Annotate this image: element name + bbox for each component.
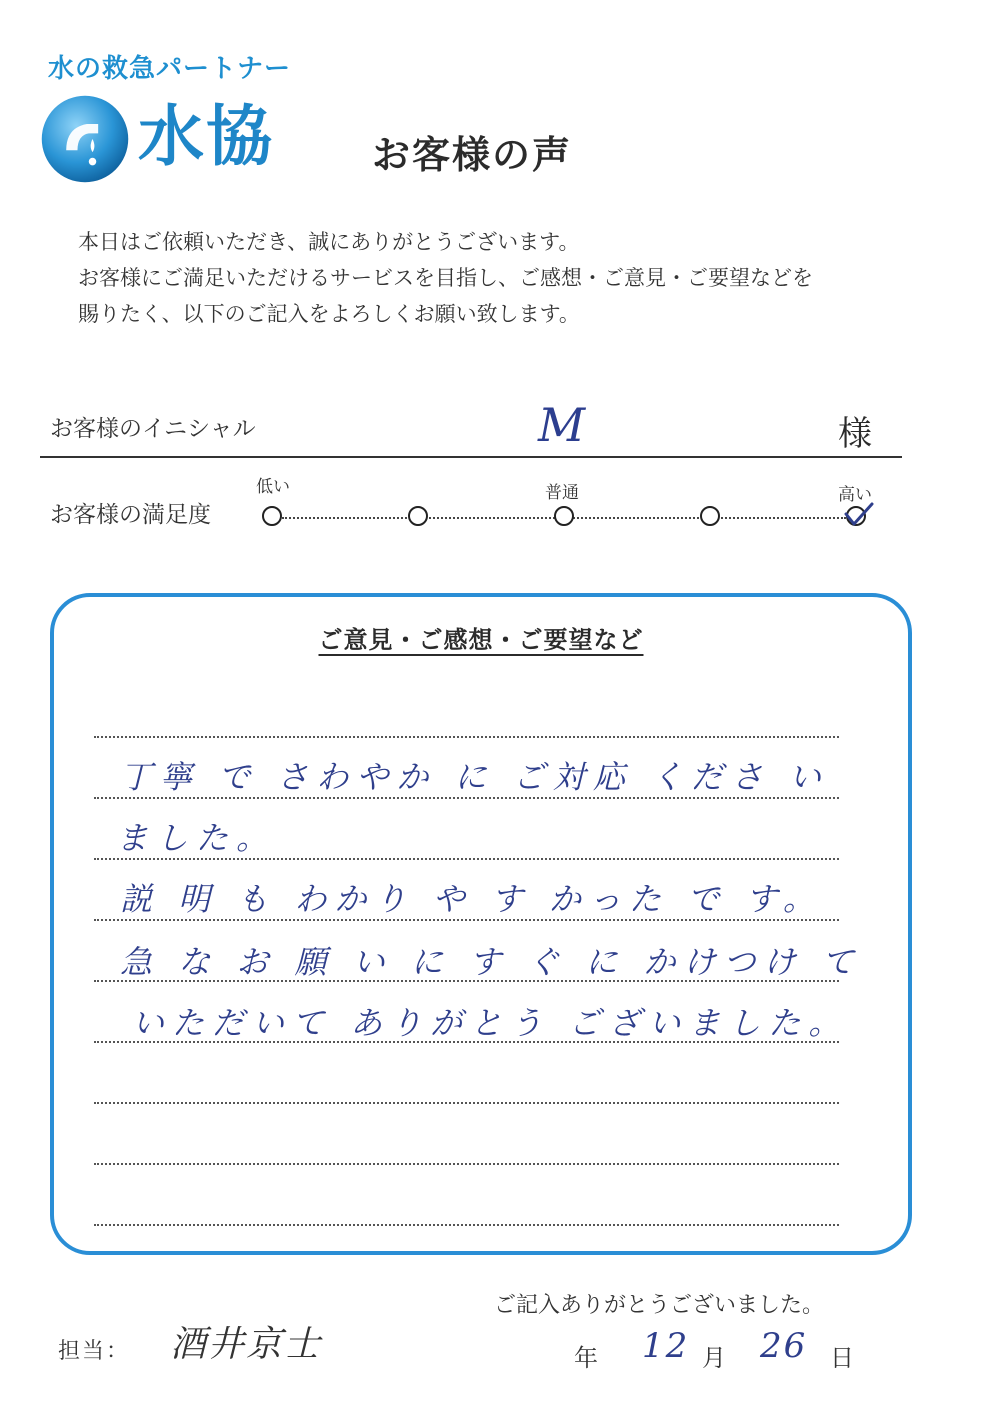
initial-value: M (538, 398, 582, 452)
thanks-message: ご記入ありがとうございました。 (494, 1293, 825, 1318)
handwritten-comment-line: いただいて ありがとう ございました。 (132, 1004, 849, 1042)
scale-low-label: 低い (256, 477, 290, 497)
satisfaction-option-1[interactable] (262, 506, 282, 526)
intro-line: 本日はご依頼いただき、誠にありがとうございます。 (78, 230, 580, 254)
handwritten-comment-line: ました。 (116, 819, 277, 857)
writing-line (94, 736, 839, 738)
satisfaction-option-2[interactable] (408, 506, 428, 526)
day-label: 日 (830, 1344, 854, 1372)
writing-line (94, 1102, 839, 1104)
scale-mid-label: 普通 (545, 483, 579, 503)
intro-text (78, 224, 958, 332)
honorific-label: 様 (838, 414, 872, 454)
month-value: 12 (642, 1326, 690, 1366)
water-drop-logo-icon (38, 92, 132, 186)
satisfaction-option-4[interactable] (700, 506, 720, 526)
staff-signature: 酒井京士 (170, 1324, 323, 1365)
year-label: 年 (574, 1344, 598, 1372)
initial-label: お客様のイニシャル (50, 416, 256, 442)
intro-line: お客様にご満足いただけるサービスを目指し、ご感想・ご意見・ご要望などを (78, 266, 813, 290)
satisfaction-label: お客様の満足度 (50, 502, 211, 528)
staff-label: 担当： (58, 1339, 131, 1364)
month-label: 月 (702, 1344, 726, 1372)
day-value: 26 (760, 1326, 808, 1366)
intro-line: 賜りたく、以下のご記入をよろしくお願い致します。 (78, 302, 580, 326)
writing-line (94, 1163, 839, 1165)
satisfaction-option-3[interactable] (554, 506, 574, 526)
comment-title (0, 620, 962, 655)
scale-high-label: 高い (838, 485, 872, 505)
handwritten-comment-line: 急 な お 願 い に す ぐ に かけつけ て (120, 943, 862, 981)
initial-underline (40, 456, 902, 458)
handwritten-comment-line: 丁寧 で さわやか に ご対応 くださ い (120, 758, 830, 796)
handwritten-comment-line: 説 明 も わかり や す かった で す。 (120, 880, 823, 918)
check-mark-icon (840, 498, 876, 532)
brand-logo-text: 水協 (138, 98, 274, 175)
page-title: お客様の声 (372, 133, 573, 177)
tagline: 水の救急パートナー (48, 54, 292, 84)
comment-title-text: ご意見・ご感想・ご要望など (318, 626, 644, 654)
writing-line (94, 1224, 839, 1226)
comment-box (50, 593, 912, 1255)
